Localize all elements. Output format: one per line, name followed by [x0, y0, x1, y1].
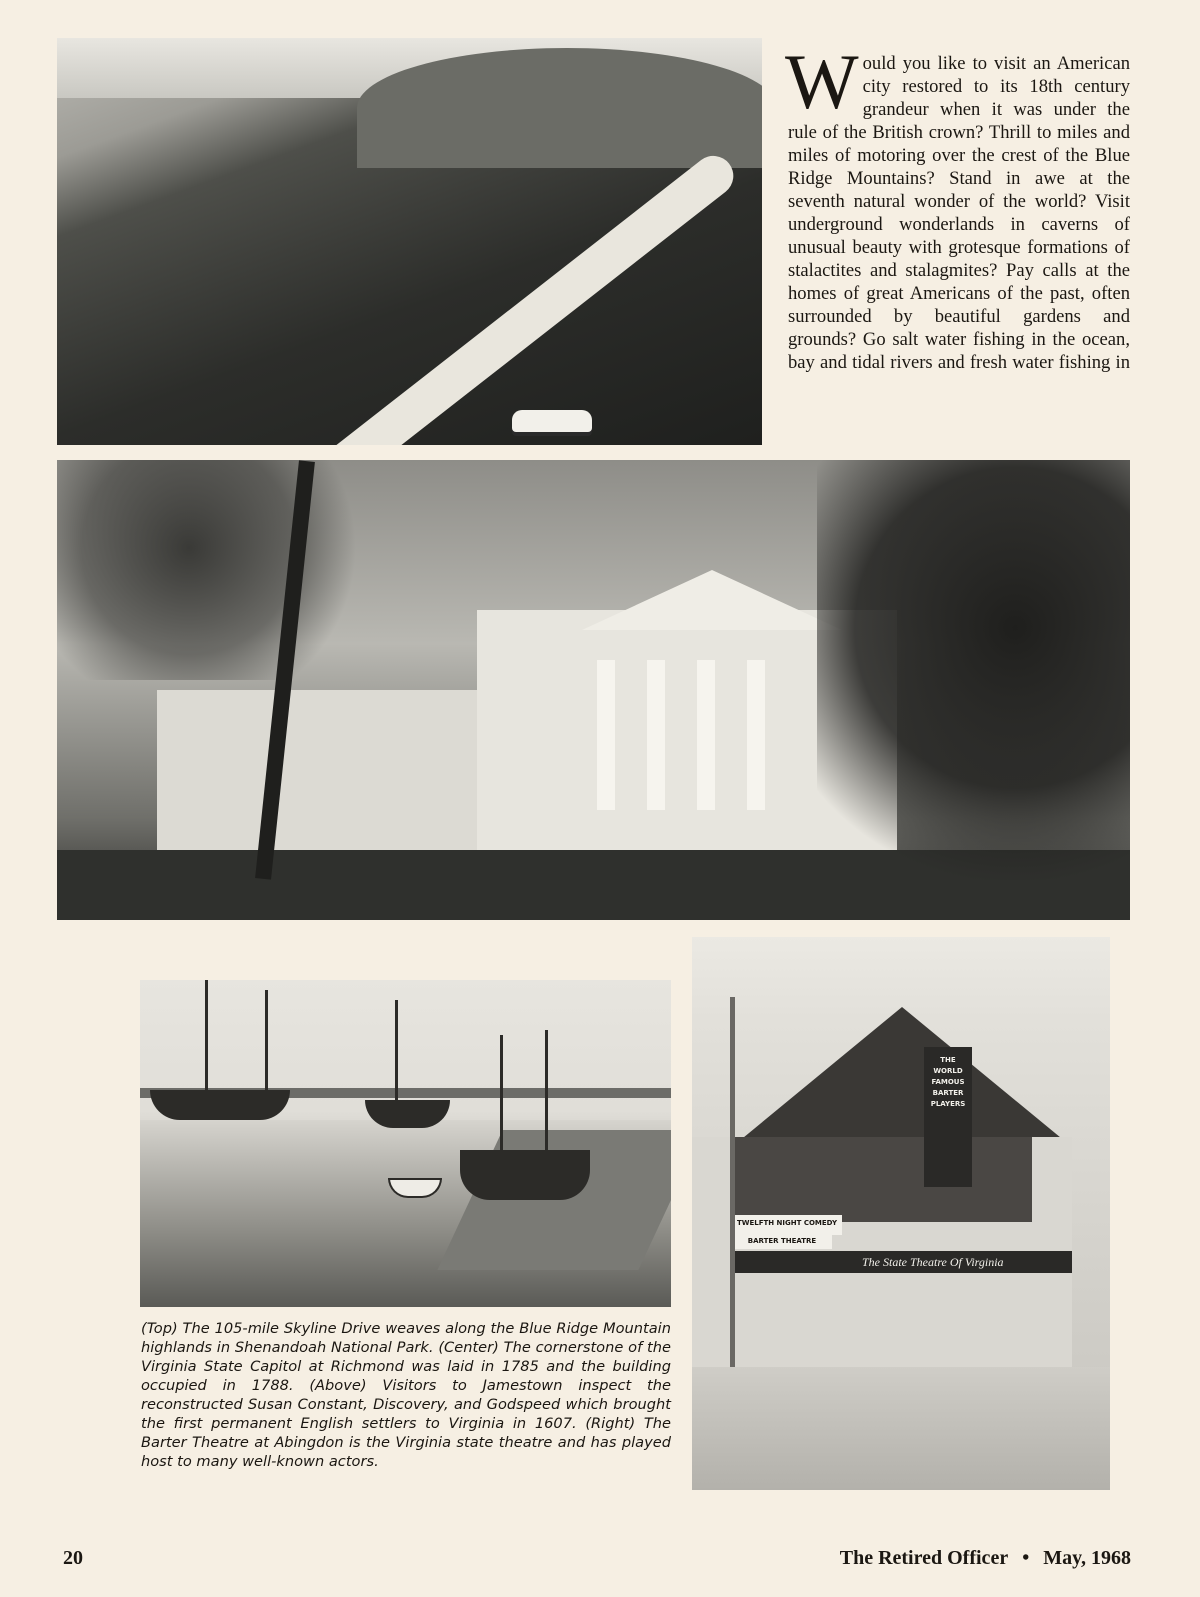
capitol-wing [157, 690, 477, 860]
jamestown-ships-photo [140, 980, 671, 1307]
ship-mast [500, 1035, 503, 1160]
tree-foliage [817, 460, 1130, 880]
car [512, 410, 592, 432]
winding-road [307, 148, 741, 445]
publication-name: The Retired Officer [839, 1547, 1009, 1569]
issue-date: May, 1968 [1043, 1547, 1131, 1569]
footer-bullet: • [1022, 1547, 1030, 1569]
skyline-drive-photo [57, 38, 762, 445]
marquee-text: BARTER THEATRE [747, 1237, 817, 1245]
ship-mast [265, 990, 268, 1100]
theatre-roof [732, 1007, 1072, 1147]
photo-caption: (Top) The 105-mile Skyline Drive weaves along the Blue Ridge Mountain highlands in Shenandoah National Park. (Center) The cornerstone of the Virginia State Capitol at Richmond was laid in 1785 and the building occupied in 1788. (Above) Visitors to Jamestown inspect the reconstructed Susan Constant, Discovery, and Godspeed which brought the first permanent English settlers to Virginia in 1607. (Right) The Barter Theatre at Abingdon is the Virginia state theatre and has played host to many well-known actors. [141, 1320, 671, 1470]
marquee-text: TWELFTH NIGHT COMEDY [736, 1219, 838, 1227]
ship-hull [150, 1090, 290, 1120]
intro-text: ould you like to visit an American city restored to its 18th century grandeur when it was under the rule of the British crown? Thrill to miles and miles of motoring over the crest of the Blue Ridge Mountains? Stand in awe at the seventh natural wonder of the world? Visit underground wonderlands in caverns of unusual beauty with grotesque formations of stalactites and stalagmites? Pay calls at the homes of great Americans of the past, often surrounded by beautiful gardens and grounds? Go salt water fishing in the ocean, bay and tidal rivers and fresh water fishing in [788, 53, 1130, 373]
ship-mast [545, 1030, 548, 1160]
street [692, 1367, 1110, 1490]
theatre-canopy [732, 1251, 1072, 1273]
page-number: 20 [63, 1547, 83, 1569]
capitol-pediment [582, 570, 842, 630]
column [747, 660, 765, 810]
intro-paragraph [785, 38, 1130, 374]
barter-theatre-photo [692, 937, 1110, 1490]
canopy-text: The State Theatre Of Virginia [862, 1255, 1004, 1269]
tree-foliage [57, 460, 387, 680]
mountain [357, 48, 762, 168]
marquee-sign [732, 1235, 832, 1249]
ship-mast [205, 980, 208, 1100]
street-lamp [730, 997, 735, 1377]
column [697, 660, 715, 810]
running-footer [786, 1547, 1131, 1570]
column [597, 660, 615, 810]
vertical-sign [924, 1047, 972, 1187]
column [647, 660, 665, 810]
ship-hull [460, 1150, 590, 1200]
state-capitol-photo [57, 460, 1130, 920]
drop-cap: W [785, 38, 859, 125]
theatre-upper-floor [732, 1137, 1032, 1222]
marquee-sign [732, 1215, 842, 1235]
vertical-sign-text: THE WORLD FAMOUS BARTER PLAYERS [930, 1056, 966, 1108]
ship-mast [395, 1000, 398, 1105]
